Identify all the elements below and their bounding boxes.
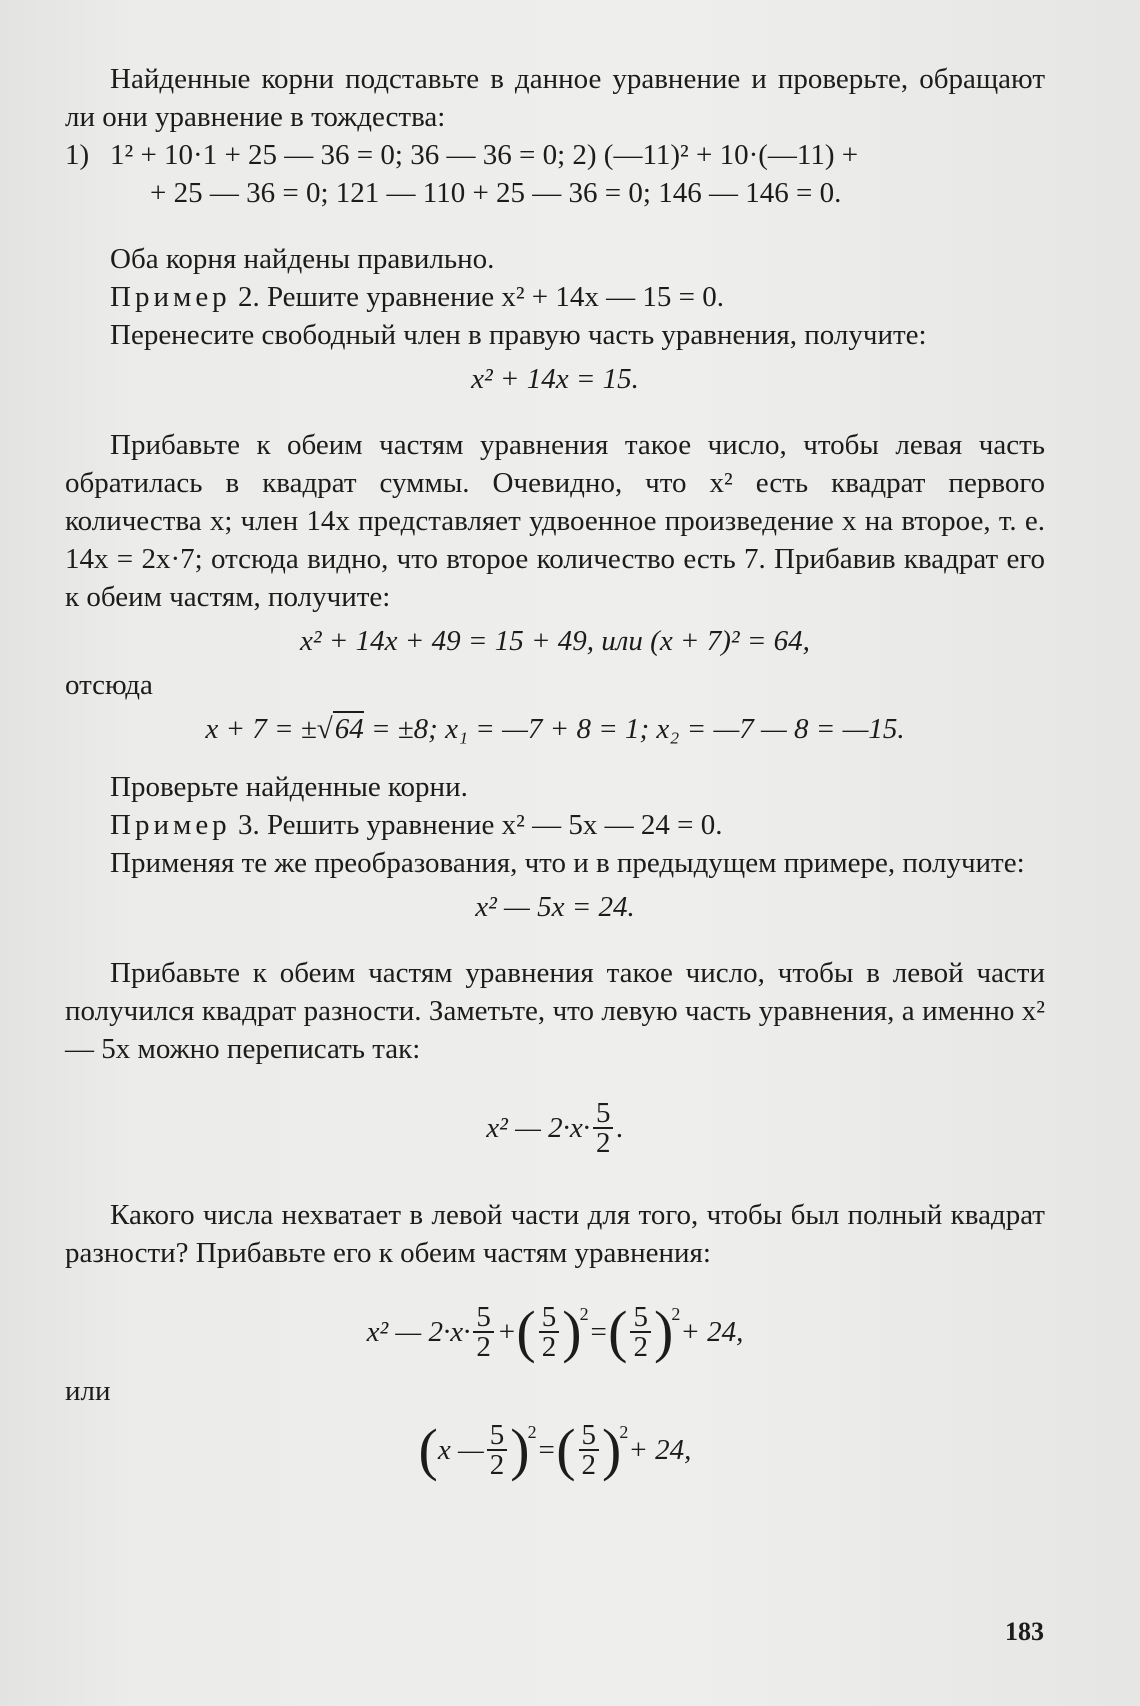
paragraph-4: Прибавьте к обеим частям уравнения такое число, чтобы левая часть обратилась в квадрат суммы. Очевидно, что x² есть квадрат первого количества x; член 14x представляет удвоенное произведение x на второе, т. е. 14x = 2x·7; отсюда видно, что второе количество есть 7. Прибавив квадрат его к обеим частям, получите: xyxy=(65,429,1045,613)
numerator: 5 xyxy=(593,1099,614,1129)
word-ili: или xyxy=(65,1375,111,1407)
text-body xyxy=(65,60,1045,1490)
denominator: 2 xyxy=(489,1449,505,1481)
numerator: 5 xyxy=(539,1303,560,1333)
fraction xyxy=(630,1303,651,1361)
fraction xyxy=(593,1099,614,1157)
exponent: 2 xyxy=(619,1422,629,1442)
verification-line-2: + 25 — 36 = 0; 121 — 110 + 25 — 36 = 0; 146 — 146 = 0. xyxy=(150,177,842,209)
exponent: 2 xyxy=(579,1304,589,1324)
example-3-heading xyxy=(65,806,1045,844)
example-3-text: 3. Решить уравнение x² — 5x — 24 = 0. xyxy=(237,809,723,841)
denominator: 2 xyxy=(633,1331,648,1363)
verification-line-1: 1² + 10·1 + 25 — 36 = 0; 36 — 36 = 0; 2) (—11)² + 10·(—11) + xyxy=(110,139,859,171)
formula-6-e: + 24, xyxy=(680,1316,744,1348)
example-2-text: 2. Решите уравнение x² + 14x — 15 = 0. xyxy=(237,281,724,313)
formula-3-part-a: x + 7 = ±√ xyxy=(205,713,333,745)
formula-1: x² + 14x = 15. xyxy=(471,363,639,395)
fraction xyxy=(487,1421,508,1479)
paragraph-8: Какого числа нехватает в левой части для того, чтобы был полный квадрат разности? Прибавьте его к обеим частям уравнения: xyxy=(65,1199,1045,1269)
paragraph-7: Прибавьте к обеим частям уравнения такое число, чтобы в левой части получился квадрат разности. Заметьте, что левую часть уравнения, а именно x² — 5x можно переписать так: xyxy=(65,957,1045,1065)
paragraph-3: Перенесите свободный член в правую часть уравнения, получите: xyxy=(110,319,927,351)
denominator: 2 xyxy=(476,1331,491,1363)
numerator: 5 xyxy=(473,1303,494,1333)
formula-5-pre: x² — 2·x· xyxy=(486,1112,590,1144)
page-number: 183 xyxy=(1005,1617,1044,1646)
paragraph-1: Найденные корни подставьте в данное уравнение и проверьте, обращают ли они уравнение в тождества: xyxy=(65,63,1045,133)
sqrt-radicand: 64 xyxy=(334,713,364,745)
exponent: 2 xyxy=(527,1422,537,1442)
fraction xyxy=(539,1303,560,1361)
paragraph-6: Применяя те же преобразования, что и в предыдущем примере, получите: xyxy=(110,847,1025,879)
formula-7-c: = xyxy=(536,1434,557,1466)
fraction xyxy=(579,1421,600,1479)
numerator: 5 xyxy=(487,1421,508,1451)
formula-7-e: + 24, xyxy=(628,1434,692,1466)
fraction xyxy=(473,1303,494,1361)
formula-6-b: + xyxy=(496,1316,517,1348)
formula-3-part-c: = ±8; x₁ = —7 + 8 = 1; x₂ = —7 — 8 = —15. xyxy=(363,713,905,745)
paragraph-5: Проверьте найденные корни. xyxy=(110,771,468,803)
formula-5-post: . xyxy=(616,1112,624,1144)
exponent: 2 xyxy=(671,1304,681,1324)
numerator: 5 xyxy=(630,1303,651,1333)
formula-5 xyxy=(65,1088,1045,1168)
example-2-heading xyxy=(65,278,1045,316)
formula-6-a: x² — 2·x· xyxy=(366,1316,471,1348)
example-label: Пример xyxy=(110,281,231,313)
verification-list xyxy=(65,136,1045,212)
numerator: 5 xyxy=(579,1421,600,1451)
formula-2: x² + 14x + 49 = 15 + 49, или (x + 7)² = 64, xyxy=(300,625,810,657)
denominator: 2 xyxy=(595,1127,611,1159)
formula-7-a: x — xyxy=(437,1434,484,1466)
denominator: 2 xyxy=(581,1449,597,1481)
example-label: Пример xyxy=(110,809,231,841)
formula-7: ( x — $\frac{5}{2}$ ) 2 = ( $\frac{5}{2}$ ) 2 + 24, xyxy=(65,1410,1045,1490)
denominator: 2 xyxy=(541,1331,557,1363)
paragraph-2: Оба корня найдены правильно. xyxy=(110,243,495,275)
formula-6: x² — 2·x· $\frac{5}{2}$ + ( $\frac{5}{2}$ ) 2 = ( $\frac{5}{2}$ ) 2 + 24, xyxy=(65,1292,1045,1372)
list-label: 1) xyxy=(65,139,90,171)
formula-4: x² — 5x = 24. xyxy=(475,891,635,923)
formula-3 xyxy=(65,710,1045,748)
formula-6-c: = xyxy=(588,1316,609,1348)
word-otsyuda: отсюда xyxy=(65,669,153,701)
